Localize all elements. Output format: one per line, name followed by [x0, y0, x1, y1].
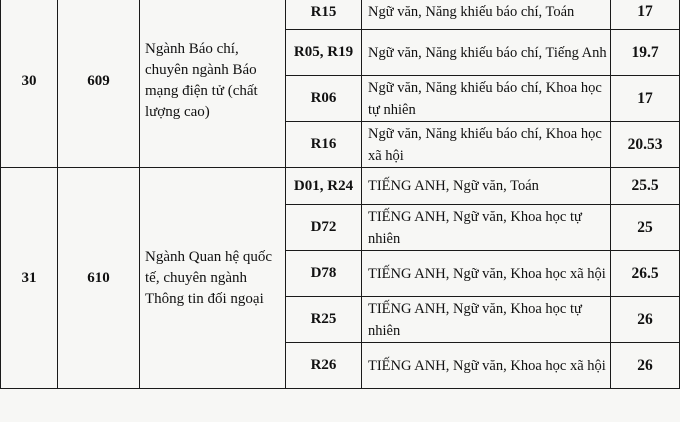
combo-code-cell: D78	[286, 251, 362, 297]
score-cell: 26.5	[611, 251, 680, 297]
subjects-cell: TIẾNG ANH, Ngữ văn, Khoa học tự nhiên	[362, 297, 611, 343]
subjects-cell: Ngữ văn, Năng khiếu báo chí, Tiếng Anh	[362, 30, 611, 76]
major-name-cell: Ngành Quan hệ quốc tế, chuyên ngành Thông tin đối ngoại	[140, 168, 286, 389]
combo-code-cell: R15	[286, 0, 362, 30]
score-cell: 19.7	[611, 30, 680, 76]
combo-code-cell: R26	[286, 343, 362, 389]
subjects-cell: Ngữ văn, Năng khiếu báo chí, Toán	[362, 0, 611, 30]
combo-code-cell: D01, R24	[286, 168, 362, 205]
combo-code-cell: D72	[286, 205, 362, 251]
combo-code-cell: R06	[286, 76, 362, 122]
combo-code-cell: R25	[286, 297, 362, 343]
subjects-cell: TIẾNG ANH, Ngữ văn, Khoa học tự nhiên	[362, 205, 611, 251]
subjects-cell: TIẾNG ANH, Ngữ văn, Khoa học xã hội	[362, 343, 611, 389]
stt-cell: 31	[1, 168, 58, 389]
subjects-cell: Ngữ văn, Năng khiếu báo chí, Khoa học tự nhiên	[362, 76, 611, 122]
table-row	[1, 0, 680, 30]
major-code-cell: 610	[58, 168, 140, 389]
subjects-cell: Ngữ văn, Năng khiếu báo chí, Khoa học xã hội	[362, 122, 611, 168]
combo-code-cell: R05, R19	[286, 30, 362, 76]
combo-code-cell: R16	[286, 122, 362, 168]
score-cell: 20.53	[611, 122, 680, 168]
subjects-cell: TIẾNG ANH, Ngữ văn, Khoa học xã hội	[362, 251, 611, 297]
score-cell: 17	[611, 76, 680, 122]
score-cell: 25.5	[611, 168, 680, 205]
score-cell: 25	[611, 205, 680, 251]
subjects-cell: TIẾNG ANH, Ngữ văn, Toán	[362, 168, 611, 205]
table-row	[1, 168, 680, 205]
score-cell: 17	[611, 0, 680, 30]
major-name-cell: Ngành Báo chí, chuyên ngành Báo mạng điện tử (chất lượng cao)	[140, 0, 286, 168]
major-code-cell: 609	[58, 0, 140, 168]
score-cell: 26	[611, 343, 680, 389]
score-cell: 26	[611, 297, 680, 343]
stt-cell: 30	[1, 0, 58, 168]
